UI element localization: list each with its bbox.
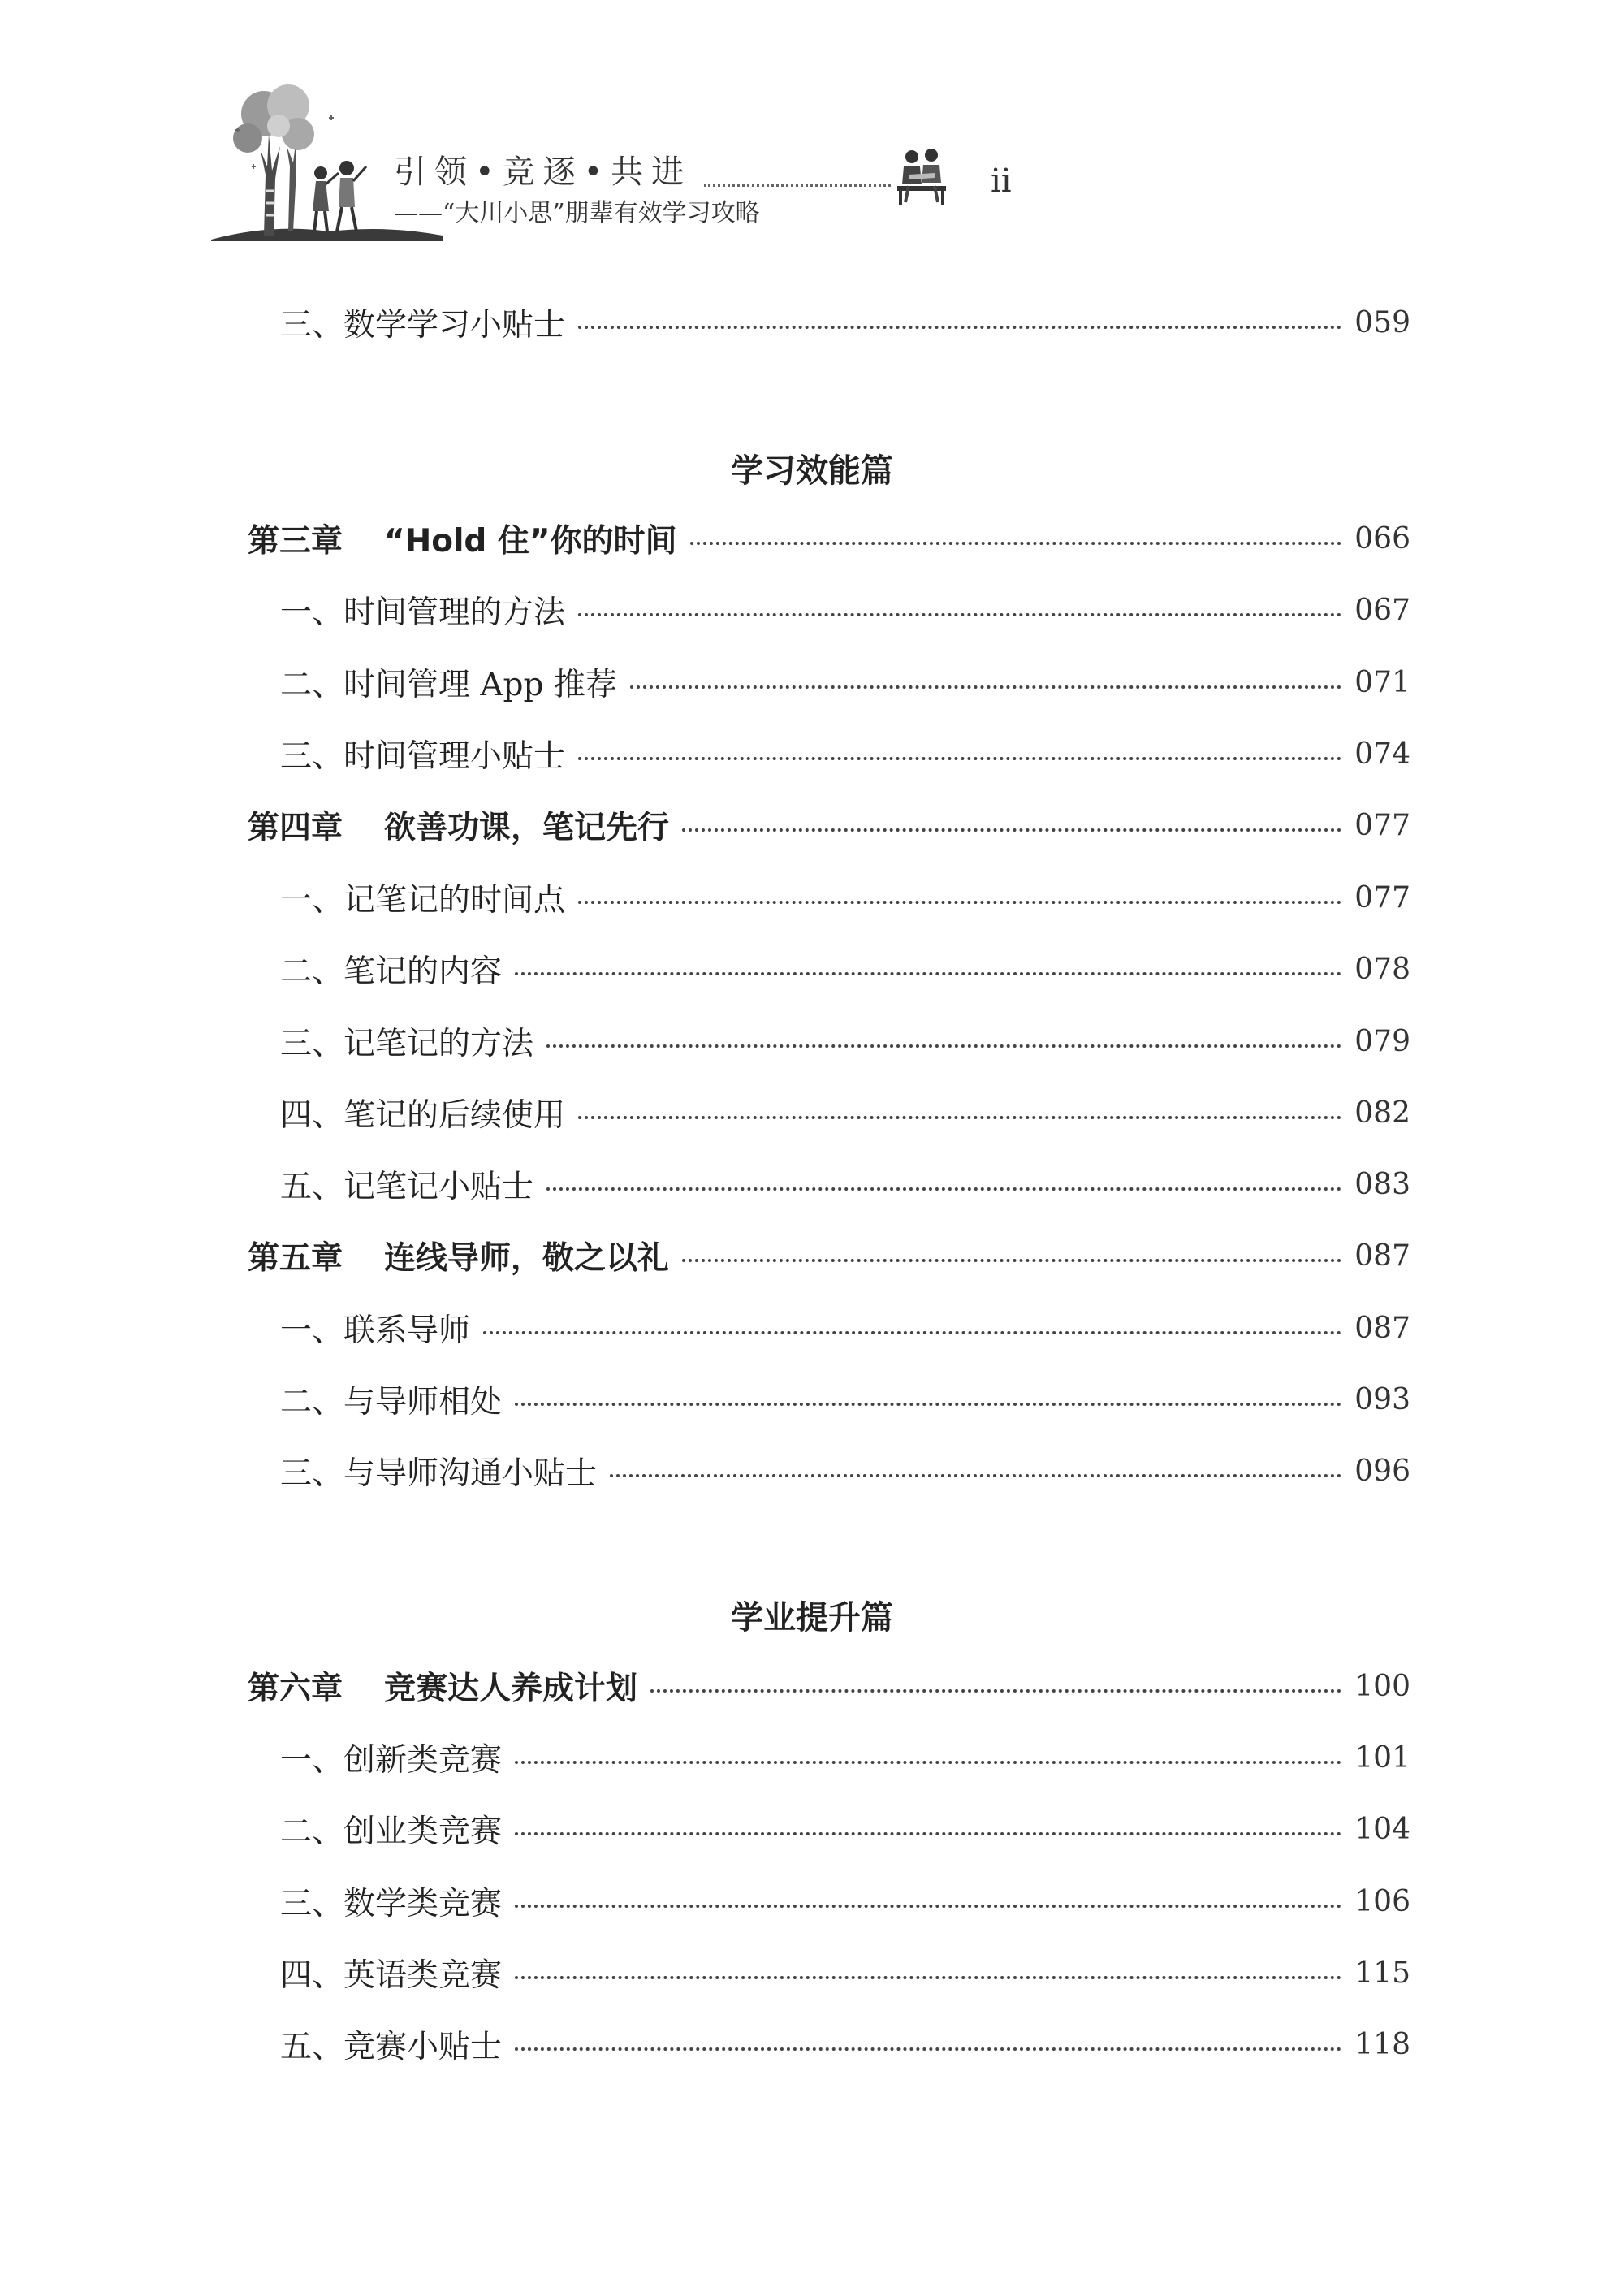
dot-leader bbox=[546, 1044, 1341, 1048]
entry-page: 087 bbox=[1354, 1311, 1410, 1345]
entry-page: 079 bbox=[1354, 1024, 1410, 1058]
entry-page: 104 bbox=[1354, 1812, 1410, 1846]
entry-label: 三、数学类竞赛 bbox=[280, 1886, 503, 1922]
entry-label: 一、联系导师 bbox=[280, 1312, 471, 1349]
entry-page: 118 bbox=[1354, 2027, 1410, 2061]
dot-leader bbox=[650, 1689, 1341, 1693]
part-title: 学业提升篇 bbox=[731, 1599, 893, 1637]
toc-entry[interactable] bbox=[280, 1088, 1410, 1137]
dot-leader bbox=[515, 1832, 1341, 1835]
entry-label: 竞赛达人养成计划 bbox=[384, 1671, 638, 1707]
dot-leader bbox=[578, 901, 1341, 904]
toc-entry[interactable] bbox=[280, 658, 1410, 707]
entry-page: 066 bbox=[1354, 521, 1410, 556]
entry-label: 二、时间管理 App 推荐 bbox=[280, 667, 617, 703]
dot-leader bbox=[578, 1116, 1341, 1119]
toc-entry[interactable] bbox=[280, 729, 1410, 778]
entry-page: 106 bbox=[1354, 1884, 1410, 1918]
entry-label: 二、与导师相处 bbox=[280, 1384, 503, 1420]
toc-entry[interactable] bbox=[280, 1948, 1410, 1997]
entry-label: 二、创业类竞赛 bbox=[280, 1814, 503, 1850]
chapter-number: 第三章 bbox=[248, 523, 343, 560]
entry-label: 三、数学学习小贴士 bbox=[280, 307, 566, 344]
dot-leader bbox=[515, 2047, 1341, 2051]
toc-entry[interactable] bbox=[280, 1877, 1410, 1926]
entry-page: 100 bbox=[1354, 1669, 1410, 1703]
toc-entry[interactable] bbox=[280, 298, 1410, 347]
entry-page: 087 bbox=[1354, 1239, 1410, 1273]
entry-page: 082 bbox=[1354, 1096, 1410, 1130]
dot-leader bbox=[515, 972, 1341, 975]
entry-page: 071 bbox=[1354, 665, 1410, 699]
toc-entry[interactable] bbox=[280, 1805, 1410, 1853]
dot-leader bbox=[578, 613, 1341, 616]
entry-page: 067 bbox=[1354, 593, 1410, 627]
toc-chapter-entry[interactable] bbox=[248, 1662, 1410, 1710]
dot-leader bbox=[515, 1403, 1341, 1406]
page-header bbox=[207, 69, 1035, 248]
entry-page: 096 bbox=[1354, 1454, 1410, 1488]
toc-chapter-entry[interactable] bbox=[248, 801, 1410, 850]
dot-leader bbox=[682, 828, 1341, 832]
toc-entry[interactable] bbox=[280, 1446, 1410, 1495]
dot-leader bbox=[546, 1187, 1341, 1191]
entry-page: 101 bbox=[1354, 1740, 1410, 1775]
entry-label: 一、创新类竞赛 bbox=[280, 1742, 503, 1779]
entry-page: 093 bbox=[1354, 1382, 1410, 1416]
toc-chapter-entry[interactable] bbox=[248, 514, 1410, 563]
dot-leader bbox=[682, 1259, 1341, 1262]
toc-entry[interactable] bbox=[280, 1304, 1410, 1352]
header-dotted-line bbox=[704, 184, 891, 187]
header-title: 引领•竞逐•共进 bbox=[394, 153, 693, 191]
toc-entry[interactable] bbox=[280, 1375, 1410, 1424]
entry-label: 一、时间管理的方法 bbox=[280, 595, 566, 631]
toc-entry[interactable] bbox=[280, 586, 1410, 634]
dot-leader bbox=[515, 1976, 1341, 1979]
entry-label: “Hold 住”你的时间 bbox=[384, 523, 677, 560]
entry-label: 三、记笔记的方法 bbox=[280, 1026, 534, 1062]
entry-label: 三、时间管理小贴士 bbox=[280, 738, 566, 775]
entry-label: 二、笔记的内容 bbox=[280, 953, 503, 990]
toc-chapter-entry[interactable] bbox=[248, 1231, 1410, 1280]
dot-leader bbox=[515, 1905, 1341, 1908]
toc-entry[interactable] bbox=[280, 1017, 1410, 1066]
entry-label: 连线导师，敬之以礼 bbox=[384, 1240, 670, 1277]
dot-leader bbox=[630, 685, 1341, 689]
chapter-number: 第五章 bbox=[248, 1240, 343, 1277]
part-title: 学习效能篇 bbox=[731, 452, 893, 490]
dot-leader bbox=[515, 1761, 1341, 1764]
entry-label: 一、记笔记的时间点 bbox=[280, 882, 566, 919]
entry-page: 077 bbox=[1354, 880, 1410, 914]
dot-leader bbox=[610, 1474, 1341, 1477]
chapter-number: 第六章 bbox=[248, 1671, 343, 1707]
toc-entry[interactable] bbox=[280, 1160, 1410, 1209]
header-subtitle: ——“大川小思”朋辈有效学习攻略 bbox=[394, 199, 760, 227]
dot-leader bbox=[483, 1331, 1341, 1334]
chapter-number: 第四章 bbox=[248, 810, 343, 846]
entry-label: 四、笔记的后续使用 bbox=[280, 1097, 566, 1134]
dot-leader bbox=[578, 757, 1341, 760]
entry-label: 四、英语类竞赛 bbox=[280, 1957, 503, 1994]
entry-label: 五、记笔记小贴士 bbox=[280, 1169, 534, 1205]
toc-entry[interactable] bbox=[280, 873, 1410, 922]
dot-leader bbox=[578, 326, 1341, 329]
entry-label: 欲善功课，笔记先行 bbox=[384, 810, 670, 846]
entry-page: 059 bbox=[1354, 305, 1410, 339]
dot-leader bbox=[690, 542, 1342, 545]
entry-label: 五、竞赛小贴士 bbox=[280, 2029, 503, 2065]
entry-page: 078 bbox=[1354, 952, 1410, 986]
page-number: ii bbox=[991, 162, 1012, 200]
toc-entry[interactable] bbox=[280, 1733, 1410, 1782]
reading-children-icon bbox=[889, 144, 954, 209]
toc-entry[interactable] bbox=[280, 945, 1410, 993]
toc-entry[interactable] bbox=[280, 2020, 1410, 2069]
entry-page: 083 bbox=[1354, 1167, 1410, 1201]
entry-label: 三、与导师沟通小贴士 bbox=[280, 1455, 598, 1492]
entry-page: 115 bbox=[1354, 1956, 1410, 1990]
entry-page: 074 bbox=[1354, 737, 1410, 771]
entry-page: 077 bbox=[1354, 808, 1410, 842]
